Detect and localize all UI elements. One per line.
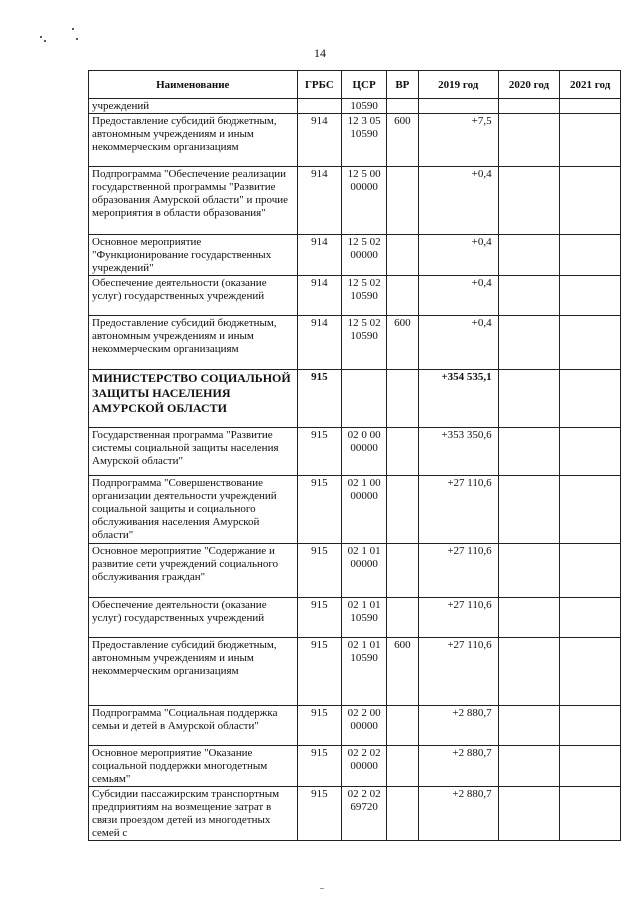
table-row [89,428,621,476]
header-csr: ЦСР [342,71,387,99]
cell-csr: 02 2 02 00000 [342,746,387,787]
cell-vr: 600 [386,638,418,706]
cell-2020 [498,746,560,787]
cell-vr [386,787,418,841]
cell-2020 [498,316,560,370]
cell-2019: +2 880,7 [418,706,498,746]
cell-vr [386,99,418,114]
cell-name: МИНИСТЕРСТВО СОЦИАЛЬНОЙ ЗАЩИТЫ НАСЕЛЕНИЯ АМУРСКОЙ ОБЛАСТИ [89,370,298,428]
cell-grbs: 914 [297,114,342,167]
cell-csr [342,370,387,428]
cell-2019: +7,5 [418,114,498,167]
cell-grbs [297,99,342,114]
table-row [89,316,621,370]
cell-name: Подпрограмма "Социальная поддержка семьи и детей в Амурской области" [89,706,298,746]
cell-grbs: 914 [297,167,342,235]
cell-2021 [560,114,621,167]
table-row [89,706,621,746]
scan-mark [320,888,324,889]
cell-name: Субсидии пассажирским транспортным предприятиям на возмещение затрат в связи проездом детей из многодетных семей с [89,787,298,841]
table-row [89,99,621,114]
cell-2020 [498,638,560,706]
cell-grbs: 914 [297,235,342,276]
cell-grbs: 914 [297,276,342,316]
cell-2019: +27 110,6 [418,544,498,598]
cell-2019: +353 350,6 [418,428,498,476]
cell-csr: 02 0 00 00000 [342,428,387,476]
cell-grbs: 915 [297,476,342,544]
cell-name: Подпрограмма "Совершенствование организации деятельности учреждений социальной защиты и социального обслуживания населения Амурской области" [89,476,298,544]
cell-csr: 02 2 02 69720 [342,787,387,841]
table-row [89,276,621,316]
budget-table [88,70,621,841]
cell-2019: +27 110,6 [418,638,498,706]
cell-vr [386,476,418,544]
cell-2020 [498,99,560,114]
cell-vr [386,544,418,598]
cell-2019: +0,4 [418,276,498,316]
cell-csr: 12 5 02 10590 [342,316,387,370]
cell-csr: 12 5 02 00000 [342,235,387,276]
cell-csr: 10590 [342,99,387,114]
cell-2019: +0,4 [418,167,498,235]
cell-2021 [560,706,621,746]
cell-2021 [560,276,621,316]
cell-2021 [560,370,621,428]
page-number: 14 [314,46,326,60]
cell-2019: +27 110,6 [418,598,498,638]
cell-2021 [560,167,621,235]
cell-2020 [498,276,560,316]
cell-2021 [560,746,621,787]
header-2021: 2021 год [560,71,621,99]
cell-csr: 12 5 00 00000 [342,167,387,235]
cell-grbs: 915 [297,428,342,476]
cell-csr: 12 3 05 10590 [342,114,387,167]
header-name: Наименование [89,71,298,99]
cell-vr [386,746,418,787]
cell-csr: 02 1 00 00000 [342,476,387,544]
table-row [89,476,621,544]
cell-name: Подпрограмма "Обеспечение реализации государственной программы "Развитие образования Амурской области" и прочие мероприятия в области образования" [89,167,298,235]
cell-vr: 600 [386,316,418,370]
cell-grbs: 915 [297,370,342,428]
cell-vr: 600 [386,114,418,167]
cell-vr [386,370,418,428]
cell-2021 [560,787,621,841]
cell-vr [386,276,418,316]
cell-2019: +354 535,1 [418,370,498,428]
header-vr: ВР [386,71,418,99]
cell-2020 [498,544,560,598]
cell-2021 [560,428,621,476]
cell-2019: +0,4 [418,235,498,276]
cell-csr: 02 1 01 00000 [342,544,387,598]
cell-name: Предоставление субсидий бюджетным, автономным учреждениям и иным некоммерческим организациям [89,114,298,167]
table-row [89,787,621,841]
cell-2021 [560,235,621,276]
cell-2020 [498,787,560,841]
cell-2020 [498,370,560,428]
cell-vr [386,706,418,746]
cell-vr [386,167,418,235]
cell-name: Основное мероприятие "Оказание социальной поддержки многодетным семьям" [89,746,298,787]
table-row [89,638,621,706]
header-2019: 2019 год [418,71,498,99]
cell-2020 [498,167,560,235]
cell-csr: 02 1 01 10590 [342,638,387,706]
table-row [89,746,621,787]
cell-2020 [498,476,560,544]
cell-name: Предоставление субсидий бюджетным, автономным учреждениям и иным некоммерческим организациям [89,316,298,370]
cell-2021 [560,316,621,370]
cell-grbs: 915 [297,638,342,706]
cell-csr: 02 2 00 00000 [342,706,387,746]
cell-2019: +0,4 [418,316,498,370]
table-header-row [89,71,621,99]
cell-name: учреждений [89,99,298,114]
cell-2019: +27 110,6 [418,476,498,544]
header-grbs: ГРБС [297,71,342,99]
cell-name: Основное мероприятие "Функционирование государственных учреждений" [89,235,298,276]
cell-2020 [498,428,560,476]
cell-2020 [498,598,560,638]
cell-name: Предоставление субсидий бюджетным, автономным учреждениям и иным некоммерческим организациям [89,638,298,706]
cell-2021 [560,99,621,114]
table-row [89,114,621,167]
cell-2021 [560,598,621,638]
cell-csr: 02 1 01 10590 [342,598,387,638]
cell-name: Обеспечение деятельности (оказание услуг) государственных учреждений [89,598,298,638]
cell-2019: +2 880,7 [418,787,498,841]
table-row [89,370,621,428]
cell-vr [386,235,418,276]
cell-name: Основное мероприятие "Содержание и развитие сети учреждений социального обслуживания граждан" [89,544,298,598]
cell-grbs: 915 [297,787,342,841]
cell-2019 [418,99,498,114]
cell-2020 [498,114,560,167]
cell-vr [386,428,418,476]
cell-2021 [560,638,621,706]
cell-name: Обеспечение деятельности (оказание услуг) государственных учреждений [89,276,298,316]
cell-grbs: 915 [297,746,342,787]
cell-2020 [498,235,560,276]
cell-2019: +2 880,7 [418,746,498,787]
cell-vr [386,598,418,638]
table-row [89,167,621,235]
header-2020: 2020 год [498,71,560,99]
table-row [89,235,621,276]
cell-grbs: 915 [297,706,342,746]
cell-grbs: 915 [297,544,342,598]
cell-name: Государственная программа "Развитие системы социальной защиты населения Амурской области" [89,428,298,476]
cell-grbs: 915 [297,598,342,638]
cell-grbs: 914 [297,316,342,370]
cell-2021 [560,476,621,544]
cell-2021 [560,544,621,598]
cell-csr: 12 5 02 10590 [342,276,387,316]
cell-2020 [498,706,560,746]
table-row [89,598,621,638]
table-row [89,544,621,598]
